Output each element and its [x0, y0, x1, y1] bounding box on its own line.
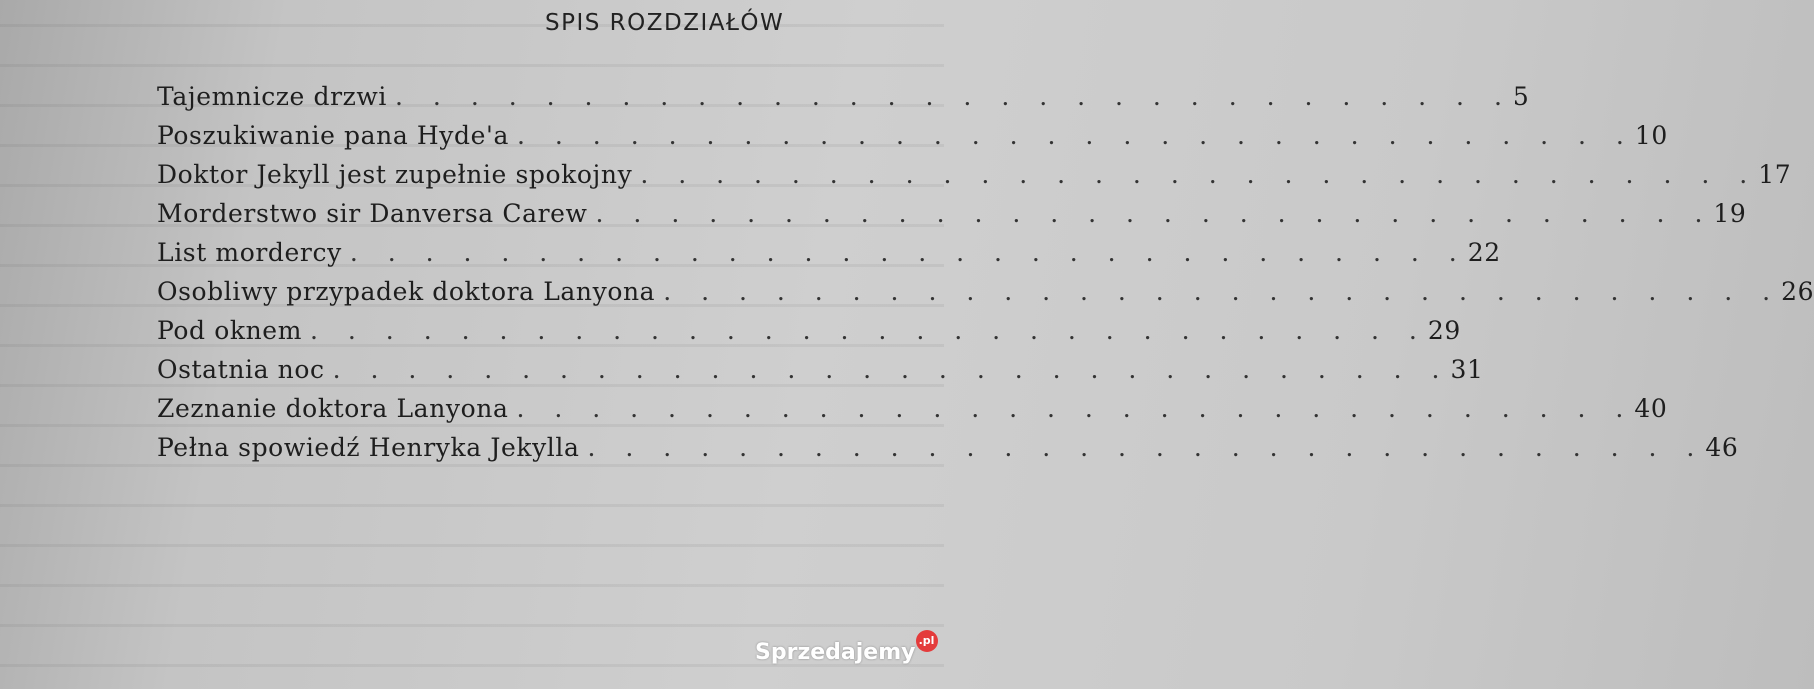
chapter-title: Osobliwy przypadek doktora Lanyona	[157, 277, 656, 306]
leader-dots: . . . . . . . . . . . . . . . . . . . . . . . . . . . . . .	[517, 121, 1635, 150]
page-number: 17	[1758, 160, 1792, 189]
leader-dots: . . . . . . . . . . . . . . . . . . . . . . . . . . . . . .	[595, 199, 1714, 228]
leader-dots: . . . . . . . . . . . . . . . . . . . . . . . . . . . . . .	[587, 433, 1706, 462]
page-number: 10	[1634, 121, 1668, 150]
chapter-title: Doktor Jekyll jest zupełnie spokojny	[157, 160, 633, 189]
watermark-brand: Sprzedajemy	[755, 640, 916, 665]
chapter-title: Morderstwo sir Danversa Carew	[157, 199, 588, 228]
page-number: 46	[1705, 433, 1739, 462]
chapter-title: Zeznanie doktora Lanyona	[157, 394, 509, 423]
toc-entry	[157, 394, 1668, 433]
toc-entry	[157, 199, 1747, 238]
toc-entry	[157, 82, 1530, 121]
page-number: 5	[1512, 82, 1530, 111]
chapter-title: Tajemnicze drzwi	[157, 82, 388, 111]
toc-entry	[157, 238, 1501, 277]
chapter-title: Pełna spowiedź Henryka Jekylla	[157, 433, 580, 462]
page-number: 22	[1467, 238, 1501, 267]
page-number: 26	[1781, 277, 1814, 306]
leader-dots: . . . . . . . . . . . . . . . . . . . . . . . . . . . . . .	[516, 394, 1635, 423]
page-number: 19	[1713, 199, 1747, 228]
page-heading: SPIS ROZDZIAŁÓW	[545, 10, 785, 36]
toc-entry	[157, 355, 1484, 394]
chapter-title: Poszukiwanie pana Hyde'a	[157, 121, 510, 150]
toc-entry	[157, 277, 1814, 316]
leader-dots: . . . . . . . . . . . . . . . . . . . . . . . . . . . . . .	[310, 316, 1428, 345]
page-number: 29	[1427, 316, 1461, 345]
chapter-title: List mordercy	[157, 238, 342, 267]
toc-entry	[157, 433, 1739, 472]
toc-entry	[157, 160, 1792, 199]
leader-dots: . . . . . . . . . . . . . . . . . . . . . . . . . . . . . .	[640, 160, 1759, 189]
toc-entry	[157, 316, 1461, 355]
leader-dots: . . . . . . . . . . . . . . . . . . . . . . . . . . . . . .	[349, 238, 1468, 267]
page-number: 40	[1634, 394, 1668, 423]
page-number: 31	[1450, 355, 1484, 384]
leader-dots: . . . . . . . . . . . . . . . . . . . . . . . . . . . . . .	[663, 277, 1782, 306]
watermark-tld-badge: .pl	[916, 630, 938, 652]
chapter-title: Pod oknem	[157, 316, 303, 345]
table-of-contents	[157, 82, 1814, 472]
toc-entry	[157, 121, 1668, 160]
leader-dots: . . . . . . . . . . . . . . . . . . . . . . . . . . . . . .	[332, 355, 1451, 384]
chapter-title: Ostatnia noc	[157, 355, 325, 384]
leader-dots: . . . . . . . . . . . . . . . . . . . . . . . . . . . . . .	[395, 82, 1513, 111]
watermark-logo	[755, 634, 938, 665]
